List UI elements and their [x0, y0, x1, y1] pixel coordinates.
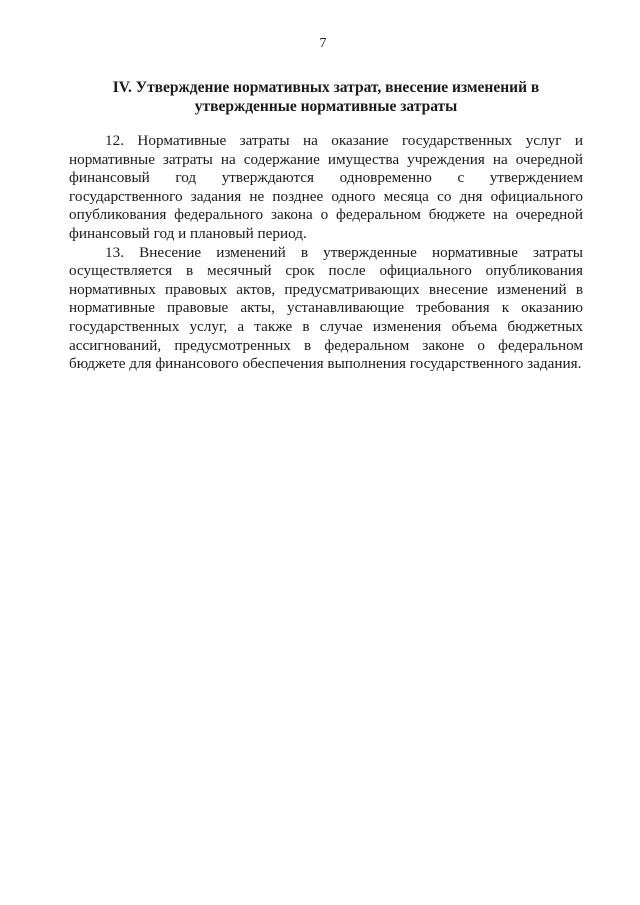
- paragraph-12: 12. Нормативные затраты на оказание государственных услуг и нормативные затраты на содержание имущества учреждения на очередной финансовый год утверждаются одновременно с утверждением государственного задания не позднее одного месяца со дня официального опубликования федерального закона о федеральном бюджете на очередной финансовый год и плановый период.: [69, 132, 583, 242]
- paragraph-13: 13. Внесение изменений в утвержденные нормативные затраты осуществляется в месячный срок после официального опубликования нормативных правовых актов, предусматривающих внесение изменений в нормативные правовые акты, устанавливающие требования к оказанию государственных услуг, а также в случае изменения объема бюджетных ассигнований, предусмотренных в федеральном законе о федеральном бюджете для финансового обеспечения выполнения государственного задания.: [69, 243, 583, 373]
- document-body: [69, 132, 583, 374]
- page-number: 7: [319, 36, 327, 51]
- section-title: IV. Утверждение нормативных затрат, внесение изменений в утвержденные нормативные затраты: [112, 79, 540, 115]
